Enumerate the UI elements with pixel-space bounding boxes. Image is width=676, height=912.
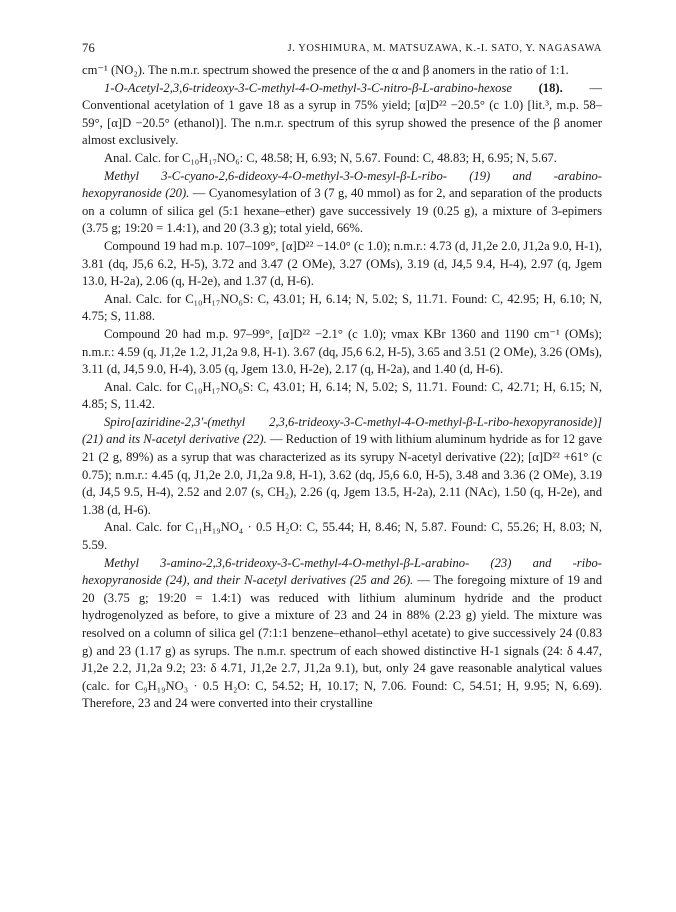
- paragraph-text: — Conventional acetylation of 1 gave 18 as a syrup in 75% yield; [α]D²² −20.5° (c 1.0) [lit.³, m.p. 58–59°, [α]D −20.5° (ethanol)]. The n.m.r. spectrum of this syrup showed the presence of the β anomer almost exclusively.: [82, 80, 602, 148]
- paragraph-anal-20: [82, 379, 602, 414]
- paragraph-compound-19-data: [82, 238, 602, 291]
- compound-title: Methyl 3-amino-2,3,6-trideoxy-3-C-methyl-4-O-methyl-β-L-arabino- (23) and -ribo-hexopyranoside (24), and their N-acetyl derivatives (25 and 26).: [82, 555, 602, 588]
- page-header: [82, 40, 602, 62]
- paragraph-text: — Reduction of 19 with lithium aluminum hydride as for 12 gave 21 (2 g, 89%) as a syrup that was characterized as its syrupy N-acetyl derivative (22); [α]D²² +61° (c 0.75); n.m.r.: 4.45 (q, J1,2e 2.0, J1,2a 9.8, H-1), 3.62 (dq, J5,6 6.0, H-5), 3.48 and 3.36 (2 OMe), 3.19 (d, J4,5 9.5, H-4), 2.52 and 2.07 (s, CH₂), 2.26 (q, Jgem 13.5, H-2a), 2.11 (NAc), 1.50 (q, H-2e), and 1.38 (d, H-6).: [82, 432, 602, 517]
- paragraph-text: Anal. Calc. for C₁₁H₁₉NO₄ · 0.5 H₂O: C, 55.44; H, 8.46; N, 5.87. Found: C, 55.26; H, 8.03; N, 5.59.: [82, 520, 602, 553]
- paragraph-compound-23-24: [82, 555, 602, 713]
- paragraph-text: Anal. Calc. for C₁₀H₁₇NO₆: C, 48.58; H, 6.93; N, 5.67. Found: C, 48.83; H, 6.95; N, 5.67.: [104, 150, 557, 165]
- journal-page: [82, 40, 602, 713]
- paragraph-text: — Cyanomesylation of 3 (7 g, 40 mmol) as for 2, and separation of the products on a column of silica gel (5:1 hexane–ether) gave successively 19 (0.25 g), a mixture of 3-epimers (3.75 g; 19:20 = 1.4:1), and 20 (3.3 g); total yield, 66%.: [82, 186, 602, 236]
- paragraph-anal-18: [82, 150, 602, 168]
- paragraph-compound-19-20: [82, 168, 602, 238]
- paragraph-compound-20-data: [82, 326, 602, 379]
- paragraph-compound-21-22: [82, 414, 602, 520]
- compound-title: 1-O-Acetyl-2,3,6-trideoxy-3-C-methyl-4-O-methyl-3-C-nitro-β-L-arabino-hexose: [104, 80, 512, 95]
- compound-title: Methyl 3-C-cyano-2,6-dideoxy-4-O-methyl-3-O-mesyl-β-L-ribo- (19) and -arabino-hexopyranoside (20).: [82, 168, 602, 201]
- paragraph-text: Compound 20 had m.p. 97–99°, [α]D²² −2.1° (c 1.0); νmax KBr 1360 and 1190 cm⁻¹ (OMs); n.m.r.: 4.59 (q, J1,2e 1.2, J1,2a 9.8, H-1). 3.67 (dq, J5,6 6.2, H-5), 3.65 and 3.51 (2 OMe), 3.26 (OMs), 3.11 (d, J4,5 9.0, H-4), 3.05 (q, Jgem 13.0, H-2e), 2.17 (q, H-2a), and 1.40 (d, H-6).: [82, 326, 602, 377]
- paragraph-anal-19: [82, 291, 602, 326]
- running-head-authors: J. YOSHIMURA, M. MATSUZAWA, K.-I. SATO, Y. NAGASAWA: [287, 43, 602, 54]
- page-number: 76: [82, 41, 96, 55]
- paragraph-text: — The foregoing mixture of 19 and 20 (3.75 g; 19:20 = 1.4:1) was reduced with lithium aluminum hydride and the product hydrogenolyzed as before, to give a mixture of 23 and 24 in 88% (2.23 g) yield. The mixture was resolved on a column of silica gel (7:1:1 benzene–ethanol–ethyl acetate) to give successively 24 (0.83 g) and 23 (1.17 g) as syrups. The n.m.r. spectrum of each showed distinctive H-1 signals (24: δ 4.47, J1,2e 2.2, J1,2a 9.2; 23: δ 4.71, J1,2e 2.7, J1,2a 9.1), but, only 24 gave reasonable analytical values (calc. for C₉H₁₉NO₃ · 0.5 H₂O: C, 54.52; H, 10.17; N, 7.06. Found: C, 54.51; H, 9.95; N, 6.69). Therefore, 23 and 24 were converted into their crystalline: [82, 573, 602, 711]
- paragraph-anal-22: [82, 519, 602, 554]
- paragraph-text: Compound 19 had m.p. 107–109°, [α]D²² −14.0° (c 1.0); n.m.r.: 4.73 (d, J1,2e 2.0, J1,2a 9.0, H-1), 3.81 (dq, J5,6 6.2, H-5), 3.72 and 3.47 (2 OMe), 3.27 (OMs), 3.19 (d, J4,5 9.4, H-4), 2.97 (q, Jgem 13.0, H-2a), 2.06 (q, H-2e), and 1.37 (d, H-6).: [82, 238, 602, 289]
- compound-number: (18).: [538, 80, 563, 95]
- paragraph-text: Anal. Calc. for C₁₀H₁₇NO₆S: C, 43.01; H, 6.14; N, 5.02; S, 11.71. Found: C, 42.71; H, 6.15; N, 4.85; S, 11.42.: [82, 379, 602, 412]
- compound-title: Spiro[aziridine-2,3′-(methyl 2,3,6-trideoxy-3-C-methyl-4-O-methyl-β-L-ribo-hexopyranoside)] (21) and its N-acetyl derivative (22).: [82, 414, 602, 447]
- paragraph-compound-18: [82, 80, 602, 150]
- paragraph-text: cm⁻¹ (NO₂). The n.m.r. spectrum showed the presence of the α and β anomers in the ratio of 1:1.: [82, 63, 569, 77]
- paragraph-nmr-ratio: [82, 62, 602, 80]
- paragraph-text: Anal. Calc. for C₁₀H₁₇NO₆S: C, 43.01; H, 6.14; N, 5.02; S, 11.71. Found: C, 42.95; H, 6.10; N, 4.75; S, 11.88.: [82, 291, 602, 324]
